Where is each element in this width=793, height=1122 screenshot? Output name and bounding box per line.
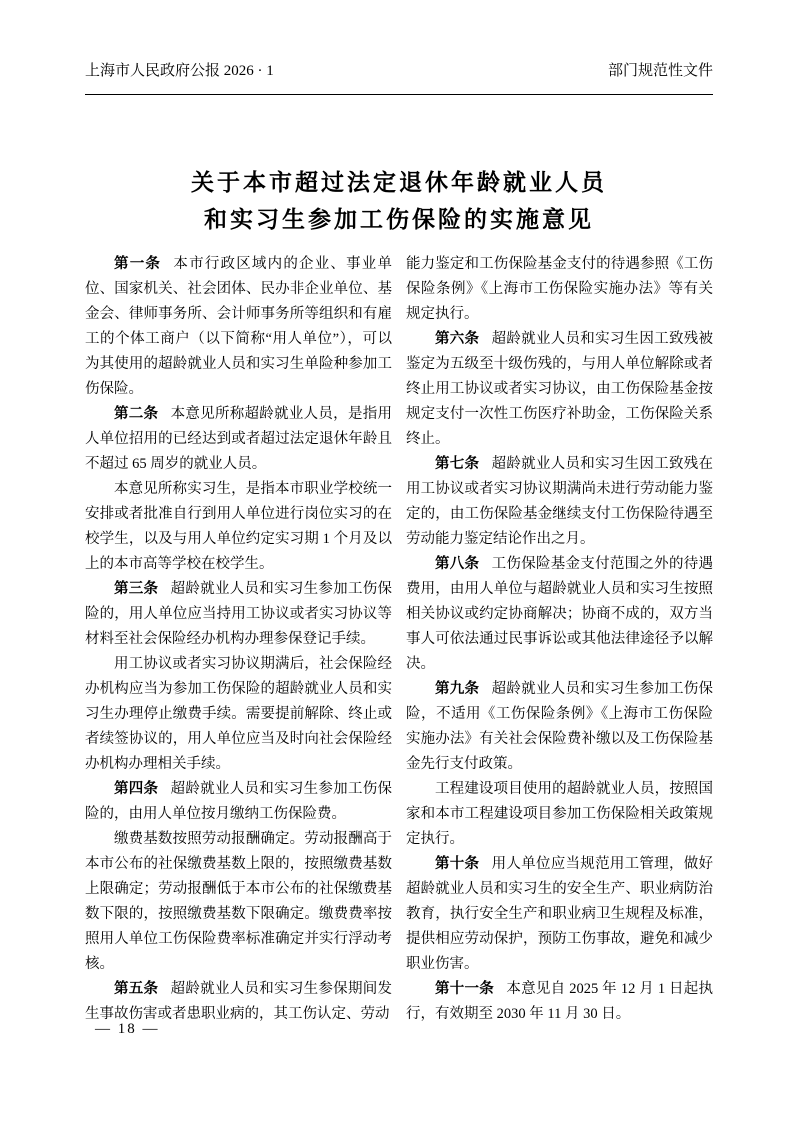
article-6-label: 第六条 bbox=[435, 331, 480, 347]
article-2-label: 第二条 bbox=[114, 406, 159, 422]
right-column bbox=[406, 252, 713, 1027]
article-3-paragraph-2 bbox=[85, 652, 392, 777]
article-8-paragraph bbox=[406, 552, 713, 677]
article-9-paragraph-2 bbox=[406, 777, 713, 852]
document-title bbox=[85, 164, 713, 238]
page-number: — 18 — bbox=[95, 1021, 160, 1037]
article-4-text-2: 缴费基数按照劳动报酬确定。劳动报酬高于本市公布的社保缴费基数上限的，按照缴费基数上限确定；劳动报酬低于本市公布的社保缴费基数下限的，按照缴费基数下限确定。缴费费率按照用人单位工伤保险费率标准确定并实行浮动考核。 bbox=[85, 831, 392, 972]
article-5-text: 超龄就业人员和实习生参保期间发生事故伤害或者患职业病的，其工伤认定、劳动 bbox=[85, 981, 392, 1022]
article-7-label: 第七条 bbox=[435, 456, 480, 472]
article-3-label: 第三条 bbox=[114, 581, 159, 597]
document-body bbox=[85, 252, 713, 1027]
article-7-paragraph bbox=[406, 452, 713, 552]
article-11-label: 第十一条 bbox=[435, 981, 495, 997]
left-column bbox=[85, 252, 392, 1027]
article-1-label: 第一条 bbox=[114, 256, 162, 272]
article-2-text: 本意见所称超龄就业人员，是指用人单位招用的已经达到或者超过法定退休年龄且不超过 65 周岁的就业人员。 bbox=[85, 406, 392, 472]
page-header bbox=[85, 60, 713, 95]
article-2-paragraph bbox=[85, 402, 392, 477]
article-9-text-2: 工程建设项目使用的超龄就业人员，按照国家和本市工程建设项目参加工伤保险相关政策规定执行。 bbox=[406, 781, 713, 847]
article-11-paragraph bbox=[406, 977, 713, 1027]
article-9-text: 超龄就业人员和实习生参加工伤保险，不适用《工伤保险条例》《上海市工伤保险实施办法》有关社会保险费补缴以及工伤保险基金先行支付政策。 bbox=[406, 681, 713, 772]
article-6-text: 超龄就业人员和实习生因工致残被鉴定为五级至十级伤残的，与用人单位解除或者终止用工协议或者实习协议，由工伤保险基金按规定支付一次性工伤医疗补助金，工伤保险关系终止。 bbox=[406, 331, 713, 447]
header-gazette-name: 上海市人民政府公报 2026 · 1 bbox=[85, 63, 274, 79]
article-3-text: 超龄就业人员和实习生参加工伤保险的，用人单位应当持用工协议或者实习协议等材料至社会保险经办机构办理参保登记手续。 bbox=[85, 581, 392, 647]
article-5-label: 第五条 bbox=[114, 981, 159, 997]
article-10-label: 第十条 bbox=[435, 856, 480, 872]
article-3-paragraph bbox=[85, 577, 392, 652]
document-title-line1: 关于本市超过法定退休年龄就业人员 bbox=[191, 169, 607, 195]
article-9-label: 第九条 bbox=[435, 681, 480, 697]
article-10-paragraph bbox=[406, 852, 713, 977]
article-1-paragraph bbox=[85, 252, 392, 402]
article-9-paragraph bbox=[406, 677, 713, 777]
article-4-paragraph-2 bbox=[85, 827, 392, 977]
article-4-paragraph bbox=[85, 777, 392, 827]
article-2-paragraph-2 bbox=[85, 477, 392, 577]
article-2-text-2: 本意见所称实习生，是指本市职业学校统一安排或者批准自行到用人单位进行岗位实习的在校学生，以及与用人单位约定实习期 1 个月及以上的本市高等学校在校学生。 bbox=[85, 481, 392, 572]
article-4-label: 第四条 bbox=[114, 781, 159, 797]
article-5-text-continuation: 能力鉴定和工伤保险基金支付的待遇参照《工伤保险条例》《上海市工伤保险实施办法》等有关规定执行。 bbox=[406, 256, 713, 322]
article-11-text: 本意见自 2025 年 12 月 1 日起执行，有效期至 2030 年 11 月 30 日。 bbox=[406, 981, 714, 1022]
article-3-text-2: 用工协议或者实习协议期满后，社会保险经办机构应当为参加工伤保险的超龄就业人员和实习生办理停止缴费手续。需要提前解除、终止或者续签协议的，用人单位应当及时向社会保险经办机构办理相关手续。 bbox=[85, 656, 392, 772]
header-section-name: 部门规范性文件 bbox=[607, 63, 713, 79]
article-4-text: 超龄就业人员和实习生参加工伤保险的，由用人单位按月缴纳工伤保险费。 bbox=[85, 781, 392, 822]
article-5-paragraph bbox=[85, 977, 392, 1027]
article-1-text: 本市行政区域内的企业、事业单位、国家机关、社会团体、民办非企业单位、基金会、律师事务所、会计师事务所等组织和有雇工的个体工商户（以下简称“用人单位”），可以为其使用的超龄就业人员和实习生单险种参加工伤保险。 bbox=[85, 256, 393, 397]
article-7-text: 超龄就业人员和实习生因工致残在用工协议或者实习协议期满尚未进行劳动能力鉴定的，由工伤保险基金继续支付工伤保险待遇至劳动能力鉴定结论作出之月。 bbox=[406, 456, 713, 547]
article-10-text: 用人单位应当规范用工管理，做好超龄就业人员和实习生的安全生产、职业病防治教育，执行安全生产和职业病卫生规程及标准，提供相应劳动保护，预防工伤事故，避免和减少职业伤害。 bbox=[406, 856, 713, 972]
document-title-line2: 和实习生参加工伤保险的实施意见 bbox=[204, 206, 594, 232]
article-6-paragraph bbox=[406, 327, 713, 452]
article-5-paragraph-continuation bbox=[406, 252, 713, 327]
article-8-text: 工伤保险基金支付范围之外的待遇费用，由用人单位与超龄就业人员和实习生按照相关协议或约定协商解决；协商不成的，双方当事人可依法通过民事诉讼或其他法律途径予以解决。 bbox=[406, 556, 713, 672]
article-8-label: 第八条 bbox=[435, 556, 480, 572]
